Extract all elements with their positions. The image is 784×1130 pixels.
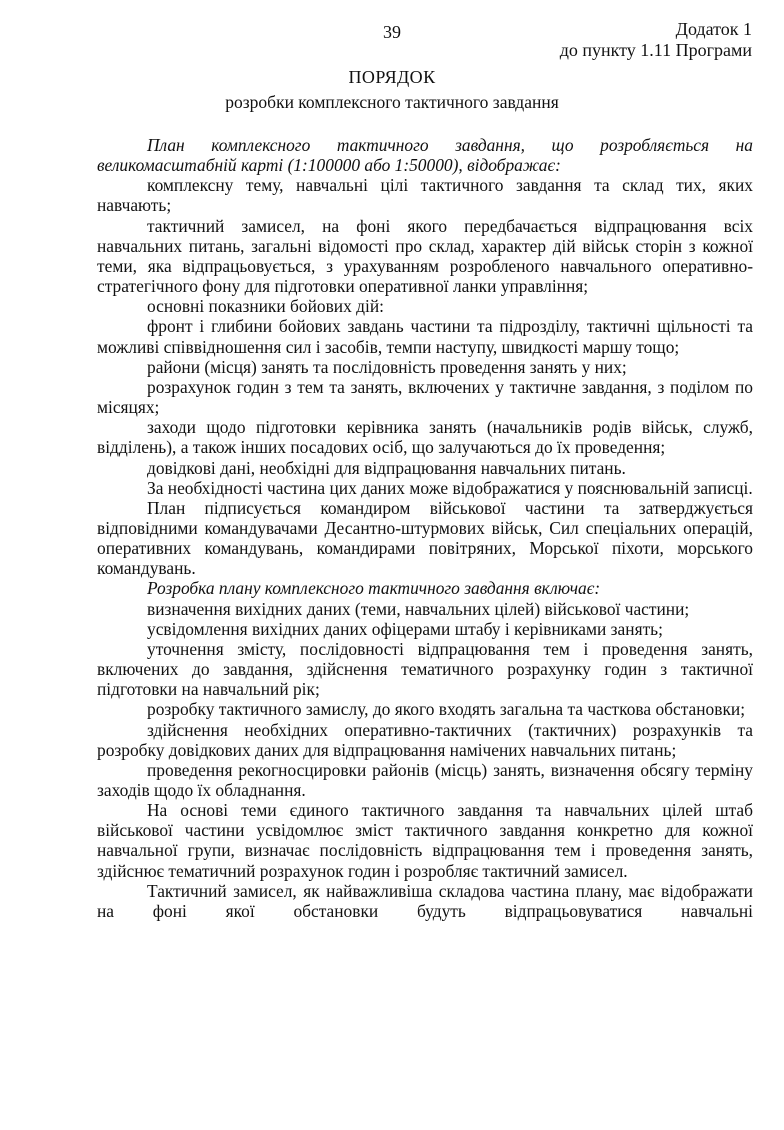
appendix-line-2: до пункту 1.11 Програми <box>559 40 752 60</box>
paragraph: розрахунок годин з тем та занять, включених у тактичне завдання, з подiлом по місяцях; <box>97 376 753 418</box>
paragraph: фронт і глибини бойових завдань частини та підрозділу, тактичні щільності та можливі співвідношення сил і засобів, темпи наступу, швидкості маршу тощо; <box>97 316 753 357</box>
document-title: ПОРЯДОК <box>348 67 436 87</box>
paragraph: проведення рекогносцировки районів (місць) занять, визначення обсягу терміну заходів щодо їх обладнання. <box>97 759 753 800</box>
paragraph: План підписується командиром військової частини та затверджується відповідними командувачами Десантно-штурмових військ, Сил спеціальних операцій, оперативних командувань, командирами повітряних, Морської піхоти, морського командувань. <box>97 497 753 579</box>
paragraph: визначення вихідних даних (теми, навчальних цілей) військової частини; <box>147 598 690 619</box>
paragraph: уточнення змісту, послідовності відпрацювання тем і проведення занять, включених до завдання, здійснення тематичного розрахунку годин з тактичної підготовки на навчальний рік; <box>97 638 753 700</box>
document-body <box>97 135 753 921</box>
paragraph: здійснення необхідних оперативно-тактичних (тактичних) розрахунків та розробку довідкових даних для відпрацювання намічених навчальних питань; <box>97 719 753 760</box>
appendix-reference <box>560 19 752 61</box>
paragraph: тактичний замисел, на фоні якого передбачається відпрацювання всіх навчальних питань, загальні відомості про склад, характер дій військ сторін з кожної теми, яка відпрацьовується, з урахуванням розробленого навчального оперативно-стратегічного фону для підготовки оперативної ланки управління; <box>97 215 753 297</box>
paragraph: довідкові дані, необхідні для відпрацювання навчальних питань. <box>147 457 626 478</box>
paragraph: План комплексного тактичного завдання, що розробляється на великомасштабній карті (1:100000 або 1:50000), відображає: <box>97 135 753 176</box>
paragraph: основні показники бойових дій: <box>147 296 384 317</box>
paragraph: заходи щодо підготовки керівника занять (начальників родів військ, служб, відділень), а також інших посадових осіб, що залучаються до їх проведення; <box>97 417 753 458</box>
document-subtitle: розробки комплексного тактичного завдання <box>225 92 559 112</box>
paragraph: Розробка плану комплексного тактичного завдання включає: <box>147 578 601 599</box>
paragraph: На основі теми єдиного тактичного завдання та навчальних цілей штаб військової частини усвідомлює зміст тактичного завдання конкретно для кожної навчальної групи, визначає послідовність відпрацювання тем і проведення занять, здійснює тематичний розрахунок годин і розробляє тактичний замисел. <box>97 800 753 881</box>
paragraph: комплексну тему, навчальні цілі тактичного завдання та склад тих, яких навчають; <box>97 175 753 216</box>
paragraph: За необхідності частина цих даних може відображатися у пояснювальній записці. <box>147 477 753 498</box>
paragraph: райони (місця) занять та послідовність проведення занять у них; <box>147 356 627 377</box>
paragraph: Тактичний замисел, як найважливіша складова частина плану, має відображати на фоні якої обстановки будуть відпрацьовуватися навчальні <box>97 880 753 921</box>
appendix-line-1: Додаток 1 <box>675 19 752 39</box>
page-number: 39 <box>383 22 401 42</box>
paragraph: розробку тактичного замислу, до якого входять загальна та часткова обстановки; <box>147 699 746 720</box>
paragraph: усвідомлення вихідних даних офіцерами штабу і керівниками занять; <box>147 618 663 639</box>
